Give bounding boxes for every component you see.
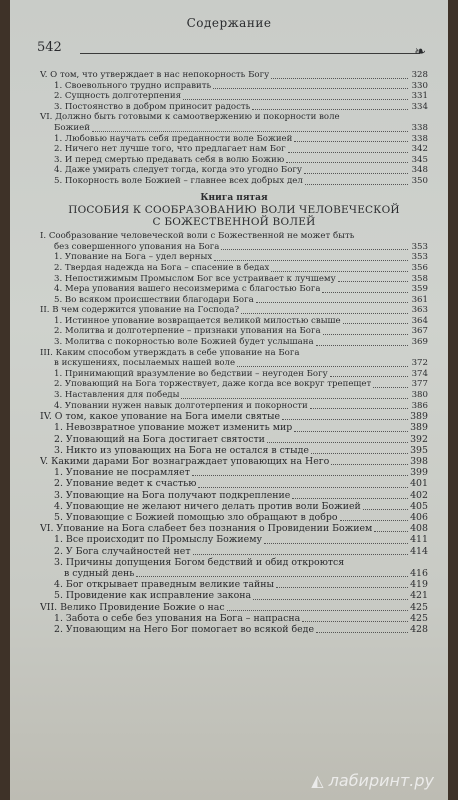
book-label: Книга пятая [200,192,268,203]
toc-entry: V. Какими дарами Бог вознаграждает уповающих на Него 398 [40,456,428,468]
header-rule [80,53,420,54]
book-title [40,204,428,228]
toc-entry: VI. Упование на Бога слабеет без познания о Провидении Божием 408 [40,523,428,535]
toc-subentry: 4. Бог открывает праведным великие тайны 419 [54,579,428,591]
toc-subentry: 4. Уповании нужен навык долготерпения и покорности 386 [54,400,428,411]
book-title-line: С БОЖЕСТВЕННОЙ ВОЛЕЙ [152,216,316,229]
toc-entry-line: VI. Должно быть готовыми к самоотвержению и покорности воле [40,112,340,123]
toc-subentry: 1. Все происходит по Промыслу Божиему 411 [54,534,428,546]
toc-subentry: 3. И перед смертью предавать себя в волю Божию 345 [54,154,428,165]
toc-subentry: 2. Уповающий на Бога торжествует, даже когда все вокруг трепещет 377 [54,379,428,390]
toc-entry: II. В чем содержится упование на Господа? 363 [40,305,428,316]
toc-subentry: 3. Непостижимым Промыслом Бог все устраивает к лучшему 358 [54,273,428,284]
watermark-logo [311,771,434,790]
toc-subentry: 5. Уповающие с Божией помощью зло обращают в добро 406 [54,512,428,524]
toc-subentry: 1. Забота о себе без упования на Бога – напрасна 425 [54,612,428,624]
toc-subentry: 5. Покорность воле Божией – главнее всех добрых дел 350 [54,175,428,186]
toc-subentry: 2. Ничего нет лучше того, что предлагает нам Бог 342 [54,144,428,155]
toc-subentry: 1. Упование не посрамляет 399 [54,467,428,479]
book-title-line: ПОСОБИЯ К СООБРАЗОВАНИЮ ВОЛИ ЧЕЛОВЕЧЕСКОЙ [68,204,400,217]
book-page [10,0,448,800]
toc-entry: IV. О том, какое упование на Бога имели святые 389 [40,411,428,423]
toc-subentry: 4. Уповающие не желают ничего делать против воли Божией 405 [54,500,428,512]
labirint-logo-icon: ◭ [311,771,324,790]
toc-subentry: 1. Упование на Бога – удел верных 353 [54,252,428,263]
toc-subentry: 1. Любовью научать себя преданности воле Божией 338 [54,133,428,144]
toc-subentry-line: 3. Причины допущения Богом бедствий и обид откроются [54,556,345,568]
toc-subentry: 2. Сущность долготерпения 331 [54,91,428,102]
toc-subentry: 4. Даже умирать следует тогда, когда это угодно Богу 348 [54,165,428,176]
watermark-text: лабиринт.ру [328,771,434,790]
toc-subentry: 1. Невозвратное упование может изменить мир 389 [54,422,428,434]
toc-subentry: 2. Твердая надежда на Бога – спасение в бедах 356 [54,262,428,273]
toc-entry: в искушениях, посылаемых нашей воле 372 [54,358,428,369]
toc-subentry: 2. Уповающим на Него Бог помогает во всякой беде 428 [54,624,428,636]
toc-subentry: 2. У Бога случайностей нет 414 [54,545,428,557]
ornament-icon: ❧ [414,44,426,60]
toc-entry-line: III. Каким способом утверждать в себе упование на Бога [40,347,300,358]
toc-entry: без совершенного упования на Бога 353 [54,241,428,252]
toc-subentry: 2. Упование ведет к счастью 401 [54,478,428,490]
toc-subentry: 2. Уповающий на Бога достигает святости 392 [54,433,428,445]
toc-entry: Божией 338 [54,122,428,133]
toc-subentry: 1. Истинное упование возвращается великой милостью свыше 364 [54,315,428,326]
toc-entry: VII. Велико Провидение Божие о нас 425 [40,601,428,613]
toc-subentry: 4. Мера упования вашего несоизмерима с благостью Бога 359 [54,284,428,295]
toc-subentry: 3. Постоянство в добром приносит радость 334 [54,101,428,112]
toc-entry-line: I. Сообразование человеческой воли с Божественной не может быть [40,231,355,242]
toc-subentry: 3. Никто из уповающих на Бога не остался в стыде 395 [54,444,428,456]
toc-subentry: 1. Принимающий вразумление во бедствии – неугоден Богу 374 [54,368,428,379]
toc-subentry: 3. Молитва с покорностью воле Божией будет услышана 369 [54,337,428,348]
page-number: 542 [37,40,62,55]
toc-subentry: 5. Во всяком происшествии благодари Бога 361 [54,294,428,305]
running-head: Содержание [186,16,272,30]
toc-subentry: 5. Провидение как исправление закона 421 [54,590,428,602]
toc-entry: V. О том, что утверждает в нас непокорность Богу 328 [40,70,428,80]
toc-subentry: 3. Наставления для победы 380 [54,390,428,401]
table-of-contents [40,70,428,635]
toc-subentry: в судный день 416 [64,568,428,580]
toc-subentry: 2. Молитва и долготерпение – признаки упования на Бога 367 [54,326,428,337]
toc-subentry: 3. Уповающие на Бога получают подкрепление 402 [54,489,428,501]
toc-subentry: 1. Своевольного трудно исправить 330 [54,80,428,91]
